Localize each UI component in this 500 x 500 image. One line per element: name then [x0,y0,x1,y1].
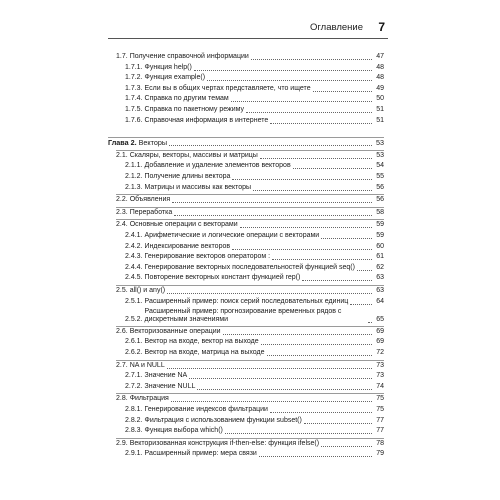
toc-section-entry[interactable] [116,209,384,217]
toc-section-entry[interactable] [116,362,384,370]
toc-subsection-entry[interactable] [125,298,384,306]
dot-leader [357,270,372,271]
toc-entry-page: 74 [376,382,384,390]
toc-entry-page: 48 [376,63,384,71]
toc-entry-page: 73 [376,372,384,380]
toc-entry-number: 2.7.1. [125,372,143,380]
toc-entry-number: 2.6.2. [125,349,143,356]
toc-entry-page: 60 [376,242,384,250]
toc-entry-number: 2.4.5. [125,274,143,282]
toc-subsection-entry[interactable] [125,349,384,357]
toc-section-entry[interactable] [116,395,384,403]
toc-entry-title: Объявления [129,196,171,204]
dot-leader [172,202,372,203]
section-divider [116,360,384,361]
toc-entry-title: Получение справочной информации [129,53,249,60]
toc-entry-page: 53 [376,138,384,148]
toc-entry-number: 2.2. [116,196,128,204]
toc-entry-title: Повторение векторных констант функцией rep() [144,274,301,282]
toc-entry-number: 2.8.3. [125,427,143,435]
toc-entry-page: 56 [376,196,384,204]
toc-subsection-entry[interactable] [125,173,384,181]
dot-leader [272,259,372,260]
toc-entry-page: 48 [376,74,384,82]
toc-entry-title: Добавление и удаление элементов векторов [144,162,291,170]
toc-entry-page: 69 [376,327,384,335]
dot-leader [246,112,372,113]
toc-entry-number: Глава 2. [108,138,137,148]
dot-leader [251,59,372,60]
toc-entry-page: 72 [376,349,384,356]
dot-leader [231,101,372,102]
toc-entry-page: 50 [376,95,384,103]
dot-leader [167,293,372,294]
toc-entry-number: 1.7.2. [125,74,143,82]
running-header-title: Оглавление [310,22,363,33]
toc-entry-number: 2.4.3. [125,253,143,261]
toc-entry-page: 54 [376,162,384,170]
toc-section-entry[interactable] [116,440,384,448]
toc-subsection-entry[interactable] [125,406,384,414]
toc-entry-page: 55 [376,173,384,180]
dot-leader [368,322,372,323]
dot-leader [253,190,372,191]
toc-entry-title: Векторы [138,138,167,148]
toc-entry-title: Фильтрация [129,395,169,403]
toc-entry-number: 1.7.6. [125,116,143,124]
toc-entry-title: Скаляры, векторы, массивы и матрицы [129,151,258,159]
dot-leader [232,179,372,180]
toc-entry-title: Генерирование индексов фильтрации [144,406,268,413]
toc-entry-page: 78 [376,439,384,447]
toc-entry-page: 79 [376,450,384,458]
toc-entry-number: 2.1.2. [125,173,143,180]
toc-entry-number: 1.7.4. [125,95,143,103]
toc-entry-page: 49 [376,84,384,92]
section-divider [116,393,384,394]
toc-entry-number: 2.5. [116,287,128,294]
toc-subsection-entry[interactable] [125,308,384,324]
toc-chapter-entry[interactable] [108,139,384,147]
dot-leader [313,91,372,92]
toc-section-entry[interactable] [116,152,384,160]
toc-entry-page: 62 [376,263,384,271]
dot-leader [321,446,372,447]
toc-subsection-entry[interactable] [125,232,384,240]
toc-entry-page: 59 [376,232,384,239]
toc-section-entry[interactable] [116,196,384,204]
toc-subsection-entry[interactable] [125,253,384,261]
dot-leader [169,145,372,146]
dot-leader [261,344,372,345]
toc-entry-title: Получение длины вектора [144,173,231,180]
toc-entry-title: Вектор на входе, вектор на выходе [144,338,259,346]
dot-leader [223,334,372,335]
toc-entry-title: Индексирование векторов [144,242,231,250]
toc-entry-title: Матрицы и массивы как векторы [144,183,252,191]
section-divider [116,326,384,327]
toc-entry-title: Значение NA [144,372,188,380]
toc-entry-title: Расширенный пример: мера связи [144,450,257,458]
section-divider [116,438,384,439]
toc-entry-number: 2.6.1. [125,338,143,346]
toc-entry-number: 2.8.2. [125,416,143,424]
toc-subsection-entry[interactable] [125,383,384,391]
dot-leader [270,412,372,413]
dot-leader [302,280,372,281]
toc-entry-title: Генерирование векторных последовательностей функцией seq() [144,263,355,271]
toc-subsection-entry[interactable] [125,162,384,170]
dot-leader [167,368,372,369]
dot-leader [270,123,372,124]
toc-entry-title: Векторизованные операции [129,327,221,335]
toc-subsection-entry[interactable] [125,338,384,346]
section-divider [116,219,384,220]
dot-leader [189,378,372,379]
dot-leader [267,355,372,356]
dot-leader [232,249,372,250]
toc-entry-number: 2.5.1. [125,297,143,305]
toc-entry-page: 58 [376,208,384,216]
toc-subsection-entry[interactable] [125,450,384,458]
dot-leader [197,389,372,390]
toc-entry-number: 2.4.2. [125,242,143,250]
toc-entry-title: Функция выбора which() [144,427,223,435]
toc-entry-number: 1.7. [116,53,128,60]
toc-entry-page: 77 [376,427,384,435]
toc-subsection-entry[interactable] [125,85,384,93]
toc-entry-title: Фильтрация с использованием функции subset() [144,416,302,424]
toc-entry-title: Справка по пакетному режиму [144,106,245,113]
toc-entry-title: all() и any() [129,287,166,294]
toc-entry-title: Значение NULL [144,382,196,390]
toc-entry-page: 59 [376,221,384,229]
toc-entry-number: 2.1. [116,151,128,159]
toc-entry-page: 77 [376,416,384,424]
toc-entry-number: 2.4. [116,221,128,229]
page-number: 7 [378,20,385,34]
toc-entry-number: 2.1.1. [125,162,143,170]
toc-entry-number: 1.7.1. [125,63,143,71]
toc-subsection-entry[interactable] [125,106,384,114]
toc-entry-number: 2.6. [116,327,128,335]
toc-entry-page: 75 [376,395,384,403]
toc-subsection-entry[interactable] [125,64,384,72]
toc-entry-number: 2.7.2. [125,382,143,390]
toc-section-entry[interactable] [116,328,384,336]
toc-subsection-entry[interactable] [125,184,384,192]
toc-subsection-entry[interactable] [125,372,384,380]
toc-entry-title: Вектор на входе, матрица на выходе [144,349,265,356]
toc-entry-page: 51 [376,106,384,113]
toc-entry-title: Переработка [129,208,173,216]
toc-entry-number: 2.3. [116,208,128,216]
toc-entry-number: 1.7.3. [125,84,143,92]
toc-entry-page: 64 [376,297,384,305]
toc-entry-page: 63 [376,274,384,282]
toc-subsection-entry[interactable] [125,264,384,272]
toc-entry-title: Справка по другим темам [144,95,229,103]
dot-leader [321,238,372,239]
dot-leader [260,158,372,159]
toc-section-entry[interactable] [116,221,384,229]
toc-entry-title: Основные операции с векторами [129,221,238,229]
dot-leader [194,70,372,71]
toc-entry-number: 2.8. [116,395,128,403]
toc-subsection-entry[interactable] [125,417,384,425]
toc-entry-number: 1.7.5. [125,106,143,113]
dot-leader [350,304,372,305]
toc-entry-number: 2.1.3. [125,183,143,191]
toc-entry-page: 65 [376,316,384,324]
toc-subsection-entry[interactable] [125,274,384,282]
toc-entry-page: 56 [376,183,384,191]
toc-entry-title: Если вы в общих чертах представляете, что ищете [144,84,311,92]
toc-entry-page: 73 [376,361,384,369]
toc-entry-number: 2.7. [116,361,128,369]
toc-entry-title: Векторизованная конструкция if-then-else: функция ifelse() [129,439,320,447]
toc-subsection-entry[interactable] [125,95,384,103]
dot-leader [293,168,372,169]
toc-entry-number: 2.9. [116,439,128,447]
toc-entry-page: 69 [376,338,384,346]
dot-leader [207,80,372,81]
toc-entry-page: 51 [376,116,384,124]
toc-entry-number: 2.8.1. [125,406,143,413]
toc-entry-title: Расширенный пример: поиск серий последовательных единиц [144,297,349,305]
toc-entry-number: 2.4.1. [125,232,143,239]
toc-section-entry[interactable] [116,53,384,61]
toc-entry-title: NA и NULL [129,361,165,369]
toc-subsection-entry[interactable] [125,427,384,435]
toc-entry-title: Генерирование векторов оператором : [144,253,271,261]
dot-leader [174,215,372,216]
toc-entry-page: 63 [376,287,384,294]
toc-subsection-entry[interactable] [125,74,384,82]
dot-leader [304,423,372,424]
toc-section-entry[interactable] [116,287,384,295]
toc-entry-page: 53 [376,151,384,159]
toc-subsection-entry[interactable] [125,117,384,125]
section-divider [116,285,384,286]
toc-entry-page: 61 [376,253,384,261]
toc-entry-title: Арифметические и логические операции с векторами [144,232,320,239]
dot-leader [240,227,372,228]
toc-entry-number: 2.4.4. [125,263,143,271]
toc-entry-title: Расширенный пример: прогнозирование временных рядов с дискретными значениями [144,308,342,324]
dot-leader [259,456,372,457]
toc-entry-title: Функция help() [144,63,192,71]
section-divider [116,150,384,151]
dot-leader [171,401,372,402]
toc-entry-number: 2.9.1. [125,450,143,458]
toc-entry-number: 2.5.2. [125,316,143,324]
toc-entry-page: 47 [376,53,384,60]
toc-entry-title: Справочная информация в интернете [144,116,269,124]
dot-leader [225,433,372,434]
toc-subsection-entry[interactable] [125,243,384,251]
toc-entry-title: Функция example() [144,74,206,82]
toc-entry-page: 75 [376,406,384,413]
section-divider [116,207,384,208]
